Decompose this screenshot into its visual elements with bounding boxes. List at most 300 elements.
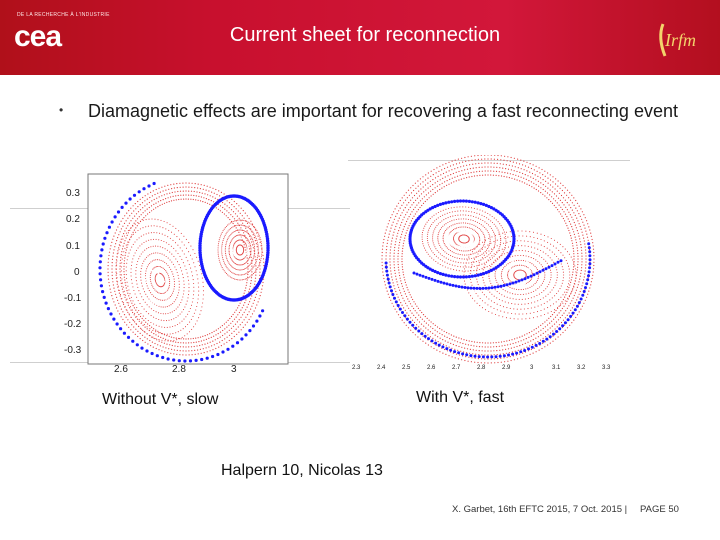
poincare-point: [507, 160, 508, 161]
separatrix-point: [105, 231, 108, 234]
poincare-point: [170, 333, 171, 334]
poincare-point: [406, 284, 407, 285]
poincare-point: [180, 342, 181, 343]
poincare-point: [542, 283, 543, 284]
poincare-point: [566, 289, 567, 290]
poincare-point: [555, 200, 556, 201]
poincare-point: [142, 318, 143, 319]
poincare-point: [444, 214, 445, 215]
poincare-point: [498, 232, 499, 233]
poincare-point: [489, 257, 490, 258]
poincare-point: [157, 252, 158, 253]
poincare-point: [211, 332, 212, 333]
x-tick-label: 2.8: [477, 365, 486, 371]
poincare-point: [121, 239, 122, 240]
poincare-point: [507, 291, 508, 292]
poincare-point: [159, 326, 160, 327]
poincare-point: [420, 317, 421, 318]
poincare-point: [565, 330, 566, 331]
poincare-point: [521, 270, 522, 271]
poincare-point: [510, 308, 511, 309]
poincare-point: [117, 250, 118, 251]
poincare-point: [153, 333, 154, 334]
poincare-point: [542, 343, 543, 344]
poincare-point: [123, 268, 124, 269]
poincare-point: [441, 169, 442, 170]
poincare-point: [462, 162, 463, 163]
poincare-point: [537, 288, 538, 289]
poincare-point: [115, 243, 116, 244]
poincare-point: [194, 266, 195, 267]
poincare-point: [547, 307, 548, 308]
poincare-point: [493, 308, 494, 309]
poincare-point: [253, 233, 254, 234]
poincare-point: [185, 326, 186, 327]
poincare-point: [255, 265, 256, 266]
poincare-point: [475, 231, 476, 232]
poincare-point: [567, 327, 568, 328]
poincare-point: [455, 234, 456, 235]
poincare-point: [123, 266, 124, 267]
separatrix-point: [588, 246, 591, 249]
poincare-point: [443, 173, 444, 174]
poincare-point: [217, 249, 218, 250]
poincare-point: [148, 313, 149, 314]
poincare-point: [501, 362, 502, 363]
poincare-point: [422, 239, 423, 240]
poincare-point: [392, 279, 393, 280]
poincare-point: [577, 314, 578, 315]
poincare-point: [485, 247, 486, 248]
poincare-point: [572, 243, 573, 244]
poincare-point: [172, 192, 173, 193]
poincare-point: [558, 299, 559, 300]
poincare-point: [438, 257, 439, 258]
poincare-point: [494, 247, 495, 248]
poincare-point: [120, 241, 121, 242]
poincare-point: [578, 284, 579, 285]
separatrix-point: [100, 284, 103, 287]
poincare-point: [165, 228, 166, 229]
poincare-point: [151, 285, 152, 286]
poincare-point: [584, 243, 585, 244]
poincare-point: [498, 342, 499, 343]
poincare-point: [457, 167, 458, 168]
poincare-point: [399, 227, 400, 228]
poincare-point: [161, 350, 162, 351]
poincare-point: [236, 227, 237, 228]
poincare-point: [495, 314, 496, 315]
poincare-point: [145, 294, 146, 295]
poincare-point: [556, 195, 557, 196]
poincare-point: [571, 277, 572, 278]
poincare-point: [558, 180, 559, 181]
poincare-point: [248, 259, 249, 260]
poincare-point: [531, 186, 532, 187]
poincare-point: [210, 342, 211, 343]
poincare-point: [517, 265, 518, 266]
separatrix-point: [585, 282, 588, 285]
poincare-point: [226, 210, 227, 211]
poincare-point: [543, 252, 544, 253]
poincare-point: [555, 178, 556, 179]
poincare-point: [196, 342, 197, 343]
separatrix-point: [103, 296, 106, 299]
poincare-point: [218, 209, 219, 210]
poincare-point: [155, 297, 156, 298]
poincare-point: [509, 270, 511, 272]
poincare-point: [498, 248, 499, 249]
poincare-point: [514, 359, 515, 360]
poincare-point: [252, 225, 253, 226]
poincare-point: [229, 335, 230, 336]
poincare-point: [514, 288, 515, 289]
separatrix-point: [474, 201, 477, 204]
poincare-point: [387, 291, 388, 292]
poincare-point: [398, 297, 399, 298]
poincare-point: [403, 229, 404, 230]
poincare-point: [396, 238, 397, 239]
poincare-point: [455, 253, 456, 254]
x-tick-label: 3.2: [577, 365, 586, 371]
poincare-point: [526, 274, 527, 275]
poincare-point: [417, 198, 418, 199]
poincare-point: [232, 226, 233, 227]
separatrix-point: [465, 353, 468, 356]
poincare-point: [395, 276, 396, 277]
poincare-point: [502, 168, 503, 169]
poincare-point: [497, 245, 498, 246]
poincare-point: [438, 252, 439, 253]
poincare-point: [549, 299, 550, 300]
poincare-point: [255, 307, 256, 308]
poincare-point: [430, 326, 431, 327]
poincare-point: [175, 332, 176, 333]
poincare-point: [174, 345, 175, 346]
poincare-point: [581, 247, 582, 248]
poincare-point: [225, 264, 226, 265]
poincare-point: [593, 262, 594, 263]
poincare-point: [487, 155, 488, 156]
poincare-point: [208, 190, 209, 191]
separatrix-point: [119, 327, 122, 330]
poincare-point: [453, 229, 454, 230]
poincare-point: [504, 361, 505, 362]
poincare-point: [251, 260, 252, 261]
poincare-point: [118, 286, 119, 287]
poincare-point: [563, 320, 564, 321]
poincare-point: [145, 195, 146, 196]
poincare-point: [412, 299, 413, 300]
poincare-point: [491, 358, 492, 359]
poincare-point: [463, 250, 464, 251]
poincare-point: [526, 333, 527, 334]
poincare-point: [117, 256, 118, 257]
poincare-point: [198, 200, 199, 201]
poincare-point: [517, 230, 518, 231]
poincare-point: [164, 262, 165, 263]
poincare-point: [239, 312, 240, 313]
poincare-point: [181, 321, 182, 322]
poincare-point: [545, 253, 546, 254]
poincare-point: [480, 229, 481, 230]
poincare-point: [571, 195, 572, 196]
poincare-point: [258, 301, 259, 302]
poincare-point: [136, 323, 137, 324]
poincare-point: [562, 280, 563, 281]
poincare-point: [187, 333, 188, 334]
poincare-point: [257, 244, 258, 245]
poincare-point: [544, 346, 545, 347]
poincare-point: [445, 218, 446, 219]
poincare-point: [494, 358, 495, 359]
poincare-point: [479, 209, 480, 210]
poincare-point: [164, 279, 165, 280]
poincare-point: [222, 335, 223, 336]
separatrix-point: [519, 350, 522, 353]
poincare-point: [182, 296, 183, 297]
poincare-point: [221, 192, 222, 193]
poincare-point: [554, 205, 555, 206]
poincare-point: [131, 236, 132, 237]
poincare-point: [551, 274, 552, 275]
poincare-point: [245, 226, 246, 227]
poincare-point: [249, 222, 250, 223]
poincare-point: [533, 183, 534, 184]
poincare-point: [250, 316, 251, 317]
poincare-point: [247, 249, 249, 251]
poincare-point: [413, 202, 414, 203]
poincare-point: [157, 344, 158, 345]
poincare-point: [453, 237, 454, 238]
poincare-point: [566, 292, 567, 293]
poincare-point: [403, 210, 404, 211]
poincare-point: [228, 275, 229, 276]
poincare-point: [518, 245, 519, 246]
poincare-point: [505, 240, 506, 241]
poincare-point: [484, 294, 485, 295]
poincare-point: [185, 198, 186, 199]
poincare-point: [446, 258, 447, 259]
poincare-point: [580, 244, 581, 245]
poincare-point: [487, 342, 488, 343]
poincare-point: [519, 314, 520, 315]
poincare-point: [133, 255, 134, 256]
poincare-point: [427, 242, 428, 243]
poincare-point: [540, 250, 541, 251]
poincare-point: [142, 251, 143, 252]
poincare-point: [585, 246, 586, 247]
poincare-point: [228, 325, 229, 326]
poincare-point: [479, 250, 480, 251]
poincare-point: [419, 321, 420, 322]
poincare-point: [208, 199, 209, 200]
separatrix-point: [440, 281, 443, 284]
poincare-point: [448, 254, 449, 255]
poincare-point: [129, 215, 130, 216]
poincare-point: [577, 287, 578, 288]
poincare-point: [533, 232, 534, 233]
poincare-point: [151, 271, 152, 272]
poincare-point: [482, 257, 483, 258]
poincare-point: [253, 247, 254, 248]
poincare-point: [236, 279, 237, 280]
poincare-point: [180, 195, 181, 196]
poincare-point: [539, 167, 540, 168]
poincare-point: [385, 284, 386, 285]
poincare-point: [505, 245, 506, 246]
poincare-point: [232, 267, 233, 268]
poincare-point: [148, 255, 149, 256]
poincare-point: [229, 256, 230, 257]
poincare-point: [150, 273, 151, 274]
poincare-point: [176, 354, 177, 355]
poincare-point: [172, 293, 173, 294]
poincare-point: [186, 257, 187, 258]
poincare-point: [464, 281, 465, 282]
separatrix-point: [578, 301, 581, 304]
poincare-point: [500, 240, 501, 241]
poincare-point: [184, 244, 185, 245]
poincare-point: [526, 170, 527, 171]
poincare-point: [518, 167, 519, 168]
poincare-point: [547, 178, 548, 179]
poincare-point: [549, 282, 550, 283]
poincare-point: [109, 252, 110, 253]
poincare-point: [523, 339, 524, 340]
separatrix-point: [476, 287, 479, 290]
poincare-point: [243, 235, 244, 236]
poincare-point: [559, 211, 560, 212]
separatrix-point: [437, 280, 440, 283]
poincare-point: [405, 293, 406, 294]
poincare-point: [186, 304, 187, 305]
poincare-point: [520, 270, 521, 271]
poincare-point: [588, 240, 589, 241]
poincare-point: [522, 270, 523, 271]
poincare-point: [462, 206, 463, 207]
poincare-point: [468, 160, 469, 161]
separatrix-point: [518, 280, 521, 283]
poincare-point: [178, 315, 179, 316]
poincare-point: [500, 238, 501, 239]
poincare-point: [231, 204, 232, 205]
poincare-point: [447, 263, 448, 264]
poincare-point: [252, 224, 253, 225]
poincare-point: [452, 178, 453, 179]
poincare-point: [486, 250, 487, 251]
poincare-point: [151, 253, 152, 254]
poincare-point: [411, 313, 412, 314]
poincare-point: [126, 310, 127, 311]
poincare-point: [222, 202, 223, 203]
poincare-point: [389, 255, 390, 256]
poincare-point: [498, 315, 499, 316]
poincare-point: [146, 219, 147, 220]
poincare-point: [207, 351, 208, 352]
poincare-point: [418, 186, 419, 187]
poincare-point: [470, 228, 471, 229]
poincare-point: [388, 223, 389, 224]
poincare-point: [164, 340, 165, 341]
poincare-point: [191, 187, 192, 188]
poincare-point: [254, 237, 255, 238]
poincare-point: [480, 251, 481, 252]
poincare-point: [486, 296, 487, 297]
poincare-point: [134, 307, 135, 308]
poincare-point: [528, 303, 529, 304]
poincare-point: [577, 261, 578, 262]
poincare-point: [154, 194, 155, 195]
poincare-point: [493, 342, 494, 343]
poincare-point: [256, 304, 257, 305]
poincare-point: [232, 216, 233, 217]
poincare-point: [197, 302, 198, 303]
poincare-point: [540, 340, 541, 341]
poincare-point: [431, 321, 432, 322]
poincare-point: [256, 269, 257, 270]
poincare-point: [581, 256, 582, 257]
poincare-point: [481, 264, 482, 265]
poincare-point: [193, 279, 194, 280]
poincare-point: [212, 341, 213, 342]
poincare-point: [179, 284, 180, 285]
poincare-point: [383, 278, 384, 279]
poincare-point: [212, 349, 213, 350]
poincare-point: [525, 318, 526, 319]
poincare-point: [214, 331, 215, 332]
poincare-point: [185, 354, 186, 355]
poincare-point: [226, 267, 227, 268]
poincare-point: [524, 182, 525, 183]
poincare-point: [534, 307, 535, 308]
poincare-point: [546, 320, 547, 321]
poincare-point: [571, 238, 572, 239]
poincare-point: [146, 268, 147, 269]
poincare-point: [439, 333, 440, 334]
poincare-point: [399, 299, 400, 300]
poincare-point: [548, 318, 549, 319]
poincare-point: [196, 195, 197, 196]
poincare-point: [159, 226, 160, 227]
poincare-point: [443, 236, 444, 237]
poincare-point: [156, 239, 157, 240]
poincare-point: [529, 172, 530, 173]
poincare-point: [480, 260, 481, 261]
poincare-point: [507, 297, 508, 298]
poincare-point: [481, 159, 482, 160]
separatrix-point: [450, 200, 453, 203]
poincare-point: [475, 159, 476, 160]
poincare-point: [396, 206, 397, 207]
poincare-point: [455, 228, 456, 229]
separatrix-point: [561, 324, 564, 327]
poincare-point: [148, 264, 149, 265]
separatrix-point: [459, 199, 462, 202]
poincare-point: [130, 272, 131, 273]
poincare-point: [547, 188, 548, 189]
poincare-point: [517, 337, 518, 338]
poincare-point: [120, 260, 121, 261]
poincare-point: [167, 327, 168, 328]
poincare-point: [226, 258, 227, 259]
poincare-point: [154, 199, 155, 200]
poincare-point: [572, 210, 573, 211]
poincare-point: [160, 275, 162, 277]
poincare-point: [259, 235, 260, 236]
poincare-point: [242, 307, 243, 308]
poincare-point: [585, 217, 586, 218]
